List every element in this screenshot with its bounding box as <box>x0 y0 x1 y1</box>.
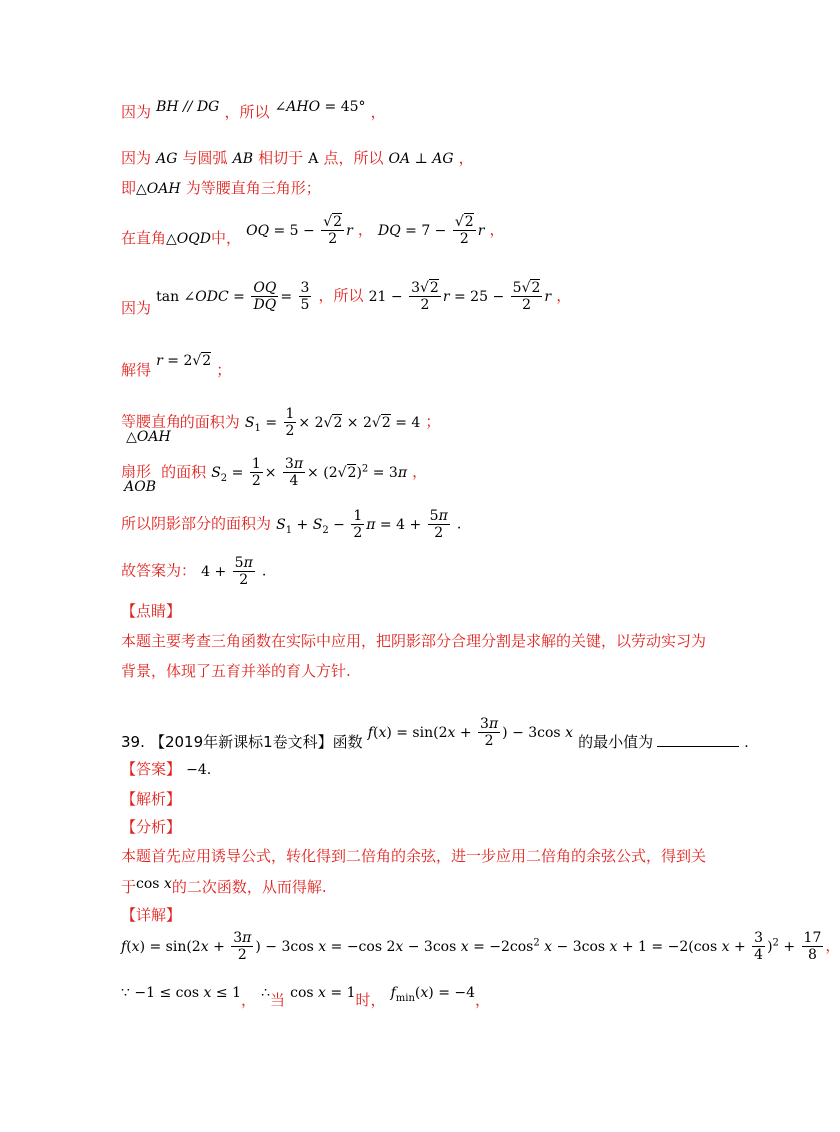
section-dianjing <box>121 603 181 619</box>
text: 的面积为 <box>179 412 240 431</box>
formula-fx: f(x) = sin(2x + $\frac{3\pi}{2}$ ) − 3cos x <box>367 716 573 750</box>
formula-angle-aho: ∠AHO = 45° <box>274 99 366 115</box>
heading: 【分析】 <box>121 818 182 836</box>
formula-answer: 4 + $\frac{5\pi}{2}$ <box>201 555 253 589</box>
text: ， <box>370 103 386 121</box>
formula-bh-parallel-dg: BH // DG <box>156 99 220 115</box>
text: ， <box>240 991 256 1009</box>
formula-ag: AG <box>156 151 178 167</box>
text: 与圆弧 <box>182 149 228 167</box>
text: 扇形 <box>121 462 152 481</box>
formula-derivation: f(x) = sin(2x + $\frac{3\pi}{2}$ ) − 3cos x = −cos 2x − 3cos $x = -2\cos^2$ x − 3cos x + 1 = −2(cos x + $\frac{3}{4}$ )$^2$ + $\frac{17}{8}$ <box>121 930 822 964</box>
text: 为等腰直角三角形； <box>185 179 321 197</box>
text: 的二次函数，从而得解. <box>171 878 327 896</box>
text: 函数 <box>332 732 363 751</box>
text: ，所以 <box>224 103 270 121</box>
formula-triangle-oah-2: △OAH <box>126 428 171 445</box>
section-fenxi <box>121 819 181 835</box>
text: 故答案为： <box>121 561 197 580</box>
conclusion-line <box>121 984 491 1009</box>
text: 本题首先应用诱导公式，转化得到二倍角的余弦，进一步应用二倍角的余弦公式，得到关 <box>121 847 707 865</box>
text: ； <box>216 361 232 379</box>
text: 解得 <box>121 361 152 379</box>
section-jiexi <box>121 791 181 807</box>
text: ， <box>412 462 428 481</box>
heading: 【详解】 <box>121 906 182 924</box>
heading: 【答案】 <box>121 760 182 778</box>
text: 相切于 <box>258 149 304 167</box>
formula-arc-ab: AB <box>232 151 254 167</box>
answer-blank <box>657 746 739 747</box>
text: 等腰直角 <box>121 412 182 431</box>
line-9 <box>121 508 461 541</box>
formula-s2: $S_2$ = $\frac{1}{2}$ × $\frac{3\pi}{4}$ × (2√ 2)$^2$ = 3π <box>211 465 407 481</box>
text: 的最小值为 <box>578 732 654 751</box>
line-3 <box>121 180 321 196</box>
formula-oa-perp-ag: OA ⊥ AG <box>388 151 454 167</box>
text: 点，所以 <box>323 149 384 167</box>
line-2 <box>121 150 474 166</box>
answer-value: −4 <box>186 762 207 778</box>
text: 当 <box>270 991 286 1009</box>
formula-oq: OQ = 5 − √ $\frac{2}{2}$ r <box>246 223 353 239</box>
analysis-line-2 <box>121 876 327 896</box>
text: ，所以 <box>318 286 364 305</box>
formula-fmin: $f_{min}(x) = -4$ <box>390 985 476 1004</box>
formula-tan-odc: tan ∠ODC = $\frac{OQ}{DQ}$ = $\frac{3}{5}$ <box>156 280 310 314</box>
line-5 <box>121 280 572 317</box>
derivation-line: f(x) = sin(2x + $\frac{3\pi}{2}$ ) − 3cos x = −cos 2x − 3cos $x = -2\cos^2$ x − 3cos x + 1 = −2(cos x + $\frac{3}{4}$ )$^2$ + $\frac{17}{8}$ ， <box>121 930 840 964</box>
text: ， <box>489 220 505 239</box>
text: 因为 <box>121 103 152 121</box>
text: 即 <box>121 179 137 197</box>
text: A <box>308 151 319 167</box>
text: ， <box>475 991 491 1009</box>
question-number: 39. <box>121 732 145 751</box>
line-4 <box>121 214 505 247</box>
text: 时， <box>355 991 386 1009</box>
analysis-line-1 <box>121 848 706 864</box>
formula-shaded-area: $S_1 + S_2$ − $\frac{1}{2}$ π = 4 + $\frac{5\pi}{2}$ <box>276 508 448 542</box>
question-39 <box>121 716 749 749</box>
text: 中， <box>210 228 241 247</box>
formula-equation-r: 21 − $\frac{3√ 2}{2}$ r = 25 − $\frac{5√ 2}{2}$ r <box>369 289 551 305</box>
line-6 <box>121 352 232 379</box>
text: . <box>744 734 749 751</box>
formula-s1: $S_1$ = $\frac{1}{2}$ × 2√ 2 × 2√ 2 = 4 <box>245 415 420 431</box>
text: 背景，体现了五育并举的育人方针. <box>121 662 351 680</box>
formula-triangle-oqd: △OQD <box>166 230 211 247</box>
formula-therefore: ∴ <box>261 985 271 1001</box>
text: 因为 <box>121 149 152 167</box>
text: 本题主要考查三角函数在实际中应用，把阴影部分合理分割是求解的关键，以劳动实习为 <box>121 632 707 650</box>
formula-triangle-oah: △OAH <box>136 181 181 197</box>
heading: 【点睛】 <box>121 602 182 620</box>
answer-line <box>121 761 211 777</box>
formula-aob: AOB <box>124 478 156 495</box>
text: 因为 <box>121 298 152 317</box>
formula-dq: DQ = 7 − √ $\frac{2}{2}$ r <box>378 223 484 239</box>
heading: 【解析】 <box>121 790 182 808</box>
question-source: 【2019年新课标1卷文科】 <box>149 732 333 751</box>
line-8 <box>121 456 428 495</box>
text: ， <box>357 220 373 239</box>
text: ； <box>425 412 441 431</box>
text: 于 <box>121 878 137 896</box>
formula-cosx-eq-1: cos x = 1 <box>290 985 356 1001</box>
line-1 <box>121 99 386 121</box>
text: 所以阴影部分的面积为 <box>121 514 272 533</box>
text: . <box>456 516 462 533</box>
line-7 <box>121 406 441 445</box>
line-10 <box>121 555 266 588</box>
formula-r-solution: r = 2√ 2 <box>156 352 211 369</box>
text: ， <box>458 149 474 167</box>
comment-line-2 <box>121 663 351 679</box>
comment-line-1 <box>121 633 706 649</box>
text: . <box>206 762 212 778</box>
section-xiangjie <box>121 907 181 923</box>
text: 的面积 <box>161 462 207 481</box>
formula-cos-range: ∵ −1 ≤ cos x ≤ 1 <box>121 985 241 1001</box>
text: . <box>261 563 267 580</box>
text: ， <box>556 286 572 305</box>
formula-cosx: cos x <box>136 876 172 892</box>
text: 在直角 <box>121 228 167 247</box>
